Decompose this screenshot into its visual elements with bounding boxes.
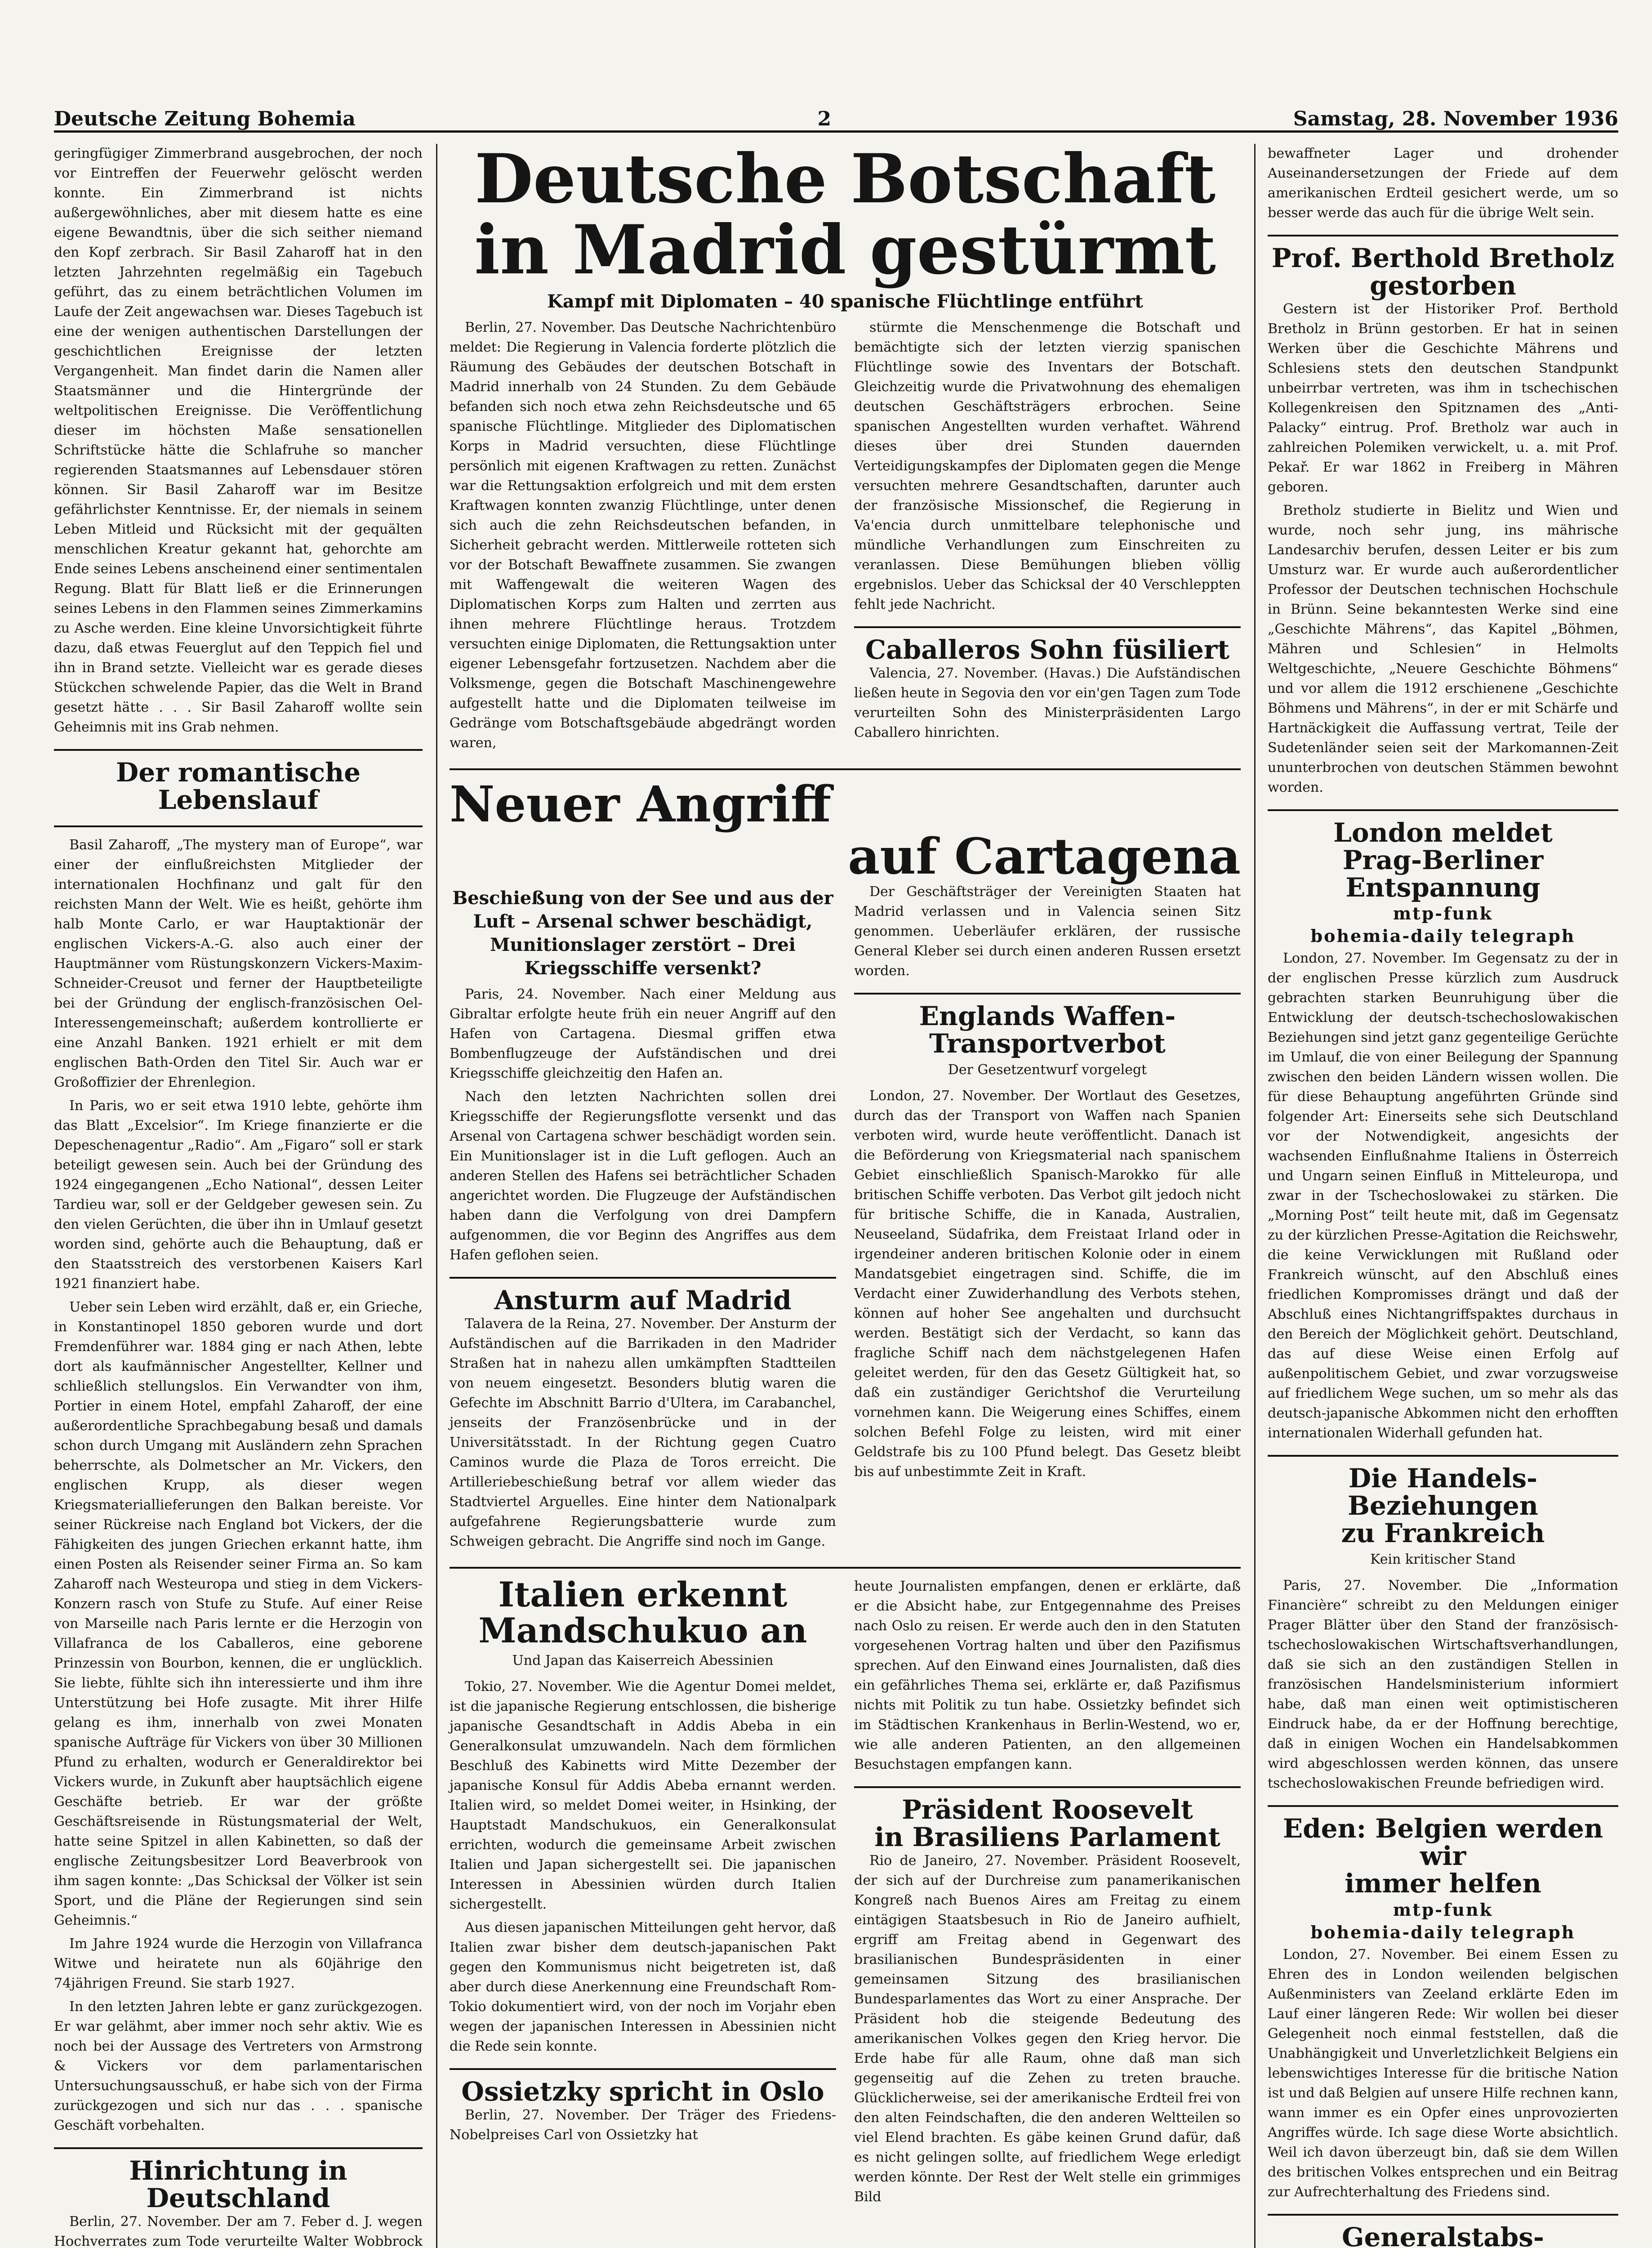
roosevelt-headline-line-2: in Brasiliens Parlament xyxy=(874,1821,1220,1852)
article-paragraph: Gestern ist der Historiker Prof. Berthold Bretholz in Brünn gestorben. Er hat in seinen Werken über die Geschichte Mährens und Schlesiens stets den deutschen Standpunkt unbeirrbar vertreten, was ihm in tschechischen Kollegenkreisen den Spitznamen des „Anti-Palacky“ eintrug. Prof. Bretholz war auch in zahlreichen Polemiken verwickelt, u. a. mit Prof. Pekař. Er war 1862 in Freiberg in Mähren geboren. xyxy=(1268,301,1618,495)
lead-subheadline: Kampf mit Diplomaten – 40 spanische Flüchtlinge entführt xyxy=(547,291,1143,312)
center-columns xyxy=(450,139,1241,2211)
article-paragraph: In den letzten Jahren lebte er ganz zurückgezogen. Er war gelähmt, aber immer noch sehr aktiv. Wie es noch bei der Aussage des Vertreters von Armstrong & Vickers vor dem parlamentarischen Untersuchungsausschuß, er habe sich von der Firma zurückgezogen und sich nur das . . . spanische Geschäft vorbehalten. xyxy=(54,1998,423,2133)
column-4 xyxy=(1268,144,1618,2248)
headline-handels-line-1: Die Handels-Beziehungen xyxy=(1348,1463,1538,1521)
article-paragraph: Talavera de la Reina, 27. November. Der Ansturm der Aufständischen auf die Barrikaden in den Madrider Straßen hat in nahezu allen umkämpften Stadtteilen von neuem eingesetzt. Besonders blutig waren die Gefechte im Abschnitt Barrio d'Ultera, im Carabanchel, jenseits der Französenbrücke und in der Universitätsstadt. In der Richtung gegen Cuatro Caminos wurde die Plaza de Toros erreicht. Die Artilleriebeschießung betraf vor allem wieder das Stadtviertel Arguelles. Eine hinter dem Nationalpark aufgefahrene Regierungsbatterie wurde zum Schweigen gebracht. Die Angriffe sind noch im Gange. xyxy=(450,1316,836,1549)
article-paragraph: Bretholz studierte in Bielitz und Wien und wurde, noch sehr jung, ins mährische Landesarchiv berufen, dessen Leiter er bis zum Umsturz war. Er wurde auch außerordentlicher Professor der Deutschen technischen Hochschule in Brünn. Seine bekanntesten Werke sind eine „Geschichte Mährens“, das Kapitel „Böhmen, Mähren und Schlesien“ in Helmolts Weltgeschichte, „Neuere Geschichte Böhmens“ und vor allem die 1912 erschienene „Geschichte Böhmens und Mährens“, in der er mit Schärfe und Hartnäckigkeit die Auffassung vertrat, Teile der Sudetenländer seien seit der Markomannen-Zeit ununterbrochen von deutschen Stämmen bewohnt worden. xyxy=(1268,502,1618,795)
england-kicker: Der Gesetzentwurf vorgelegt xyxy=(948,1062,1147,1078)
divider xyxy=(450,2068,836,2070)
article-paragraph: Berlin, 27. November. Der Träger des Friedens-Nobelpreises Carl von Ossietzky hat xyxy=(450,2107,836,2143)
divider xyxy=(854,626,1241,628)
article-paragraph: Ueber sein Leben wird erzählt, daß er, ein Grieche, in Konstantinopel 1850 geboren wurde und dort Fremdenführer war. 1884 ging er nach Athen, lebte dort als kaufmännischer Angestellter, Kellner und schließlich stellungslos. Ein Verwandter von ihm, Portier in einem Hotel, empfahl Zaharoff, der eine außerordentliche Sprachbegabung besaß und damals schon durch Umgang mit Ausländern zehn Sprachen beherrschte, als Dolmetscher an Mr. Vickers, den englischen Krupp, als dieser wegen Kriegsmateriallieferungen den Balkan bereiste. Vor seiner Rückreise nach England bot Vickers, der die Fähigkeiten des jungen Griechen erkannt hatte, ihm einen Posten als Reisender seiner Firma an. So kam Zaharoff nach Westeuropa und stieg in dem Vickers-Konzern rasch von Stufe zu Stufe. Auf einer Reise von Marseille nach Paris lernte er die Herzogin von Villafranca de los Caballeros, eine geborene Prinzessin von Bourbon, kennen, die er unglücklich. Sie liebte, fühlte sich ihn interessierte und ihm ihre Unterstützung bei Hofe zusagte. Mit ihrer Hilfe gelang es ihm, innerhalb von zwei Monaten spanische Aufträge für Vickers von über 30 Millionen Pfund zu erhalten, wodurch er Generaldirektor bei Vickers wurde, in Zukunft aber hauptsächlich eigene Geschäfte betrieb. Er war der größte Geschäftsreisende in Rüstungsmaterial der Welt, hatte seine Spitzel in allen Kabinetten, so daß der englische Zeitungsbesitzer Lord Beaverbrook von ihm sagen konnte: „Das Schicksal der Völker ist sein Sport, und die Pläne der Regierungen sind sein Geheimnis.“ xyxy=(54,1299,423,1928)
article-paragraph: stürmte die Menschenmenge die Botschaft und bemächtigte sich der letzten vierzig spanischen Flüchtlinge sowie des Inventars der Botschaft. Gleichzeitig wurde die Privatwohnung des ehemaligen deutschen Geschäftsträgers erbrochen. Seine spanischen Angestellten wurden verhaftet. Während dieses über drei Stunden dauernden Verteidigungskampfes der Diplomaten gegen die Menge versuchten mehrere Gesandtschaften, darunter auch der französische Missionschef, die Regierung in Va'encia durch unmittelbare telephonische und mündliche Verhandlungen zum Einschreiten zu veranlassen. Diese Bemühungen blieben völlig ergebnislos. Ueber das Schicksal der 40 Verschleppten fehlt jede Nachricht. xyxy=(854,320,1241,612)
divider xyxy=(1268,1805,1618,1807)
article-paragraph: London, 27. November. Der Wortlaut des Gesetzes, durch das der Transport von Waffen nach Spanien verboten wird, wurde heute veröffentlicht. Danach ist die Beförderung von Kriegsmaterial nach spanischem Gebiet einschließlich Spanisch-Marokko für alle britischen Schiffe verboten. Das Verbot gilt jedoch nicht für britische Schiffe, die in Kanada, Australien, Neuseeland, Südafrika, dem Freistaat Irland oder in irgendeiner anderen britischen Kolonie oder in einem Mandatsgebiet eingetragen sind. Schiffe, die im Verdacht einer Zuwiderhandlung des Verbots stehen, können auf hoher See angehalten und durchsucht werden. Bestätigt sich der Verdacht, so kann das fragliche Schiff nach dem nächstgelegenen Hafen geleitet werden, für den das Gesetz Gültigkeit hat, so daß ein zuständiger Gerichtshof die Verurteilung vornehmen kann. Die Weigerung eines Schiffes, einem solchen Befehl Folge zu leisten, wird mit einer Geldstrafe bis zu 100 Pfund belegt. Das Gesetz bleibt bis auf unbestimmte Zeit in Kraft. xyxy=(854,1088,1241,1480)
cartagena-headline-line-1: Neuer Angriff xyxy=(450,775,832,833)
divider xyxy=(854,1786,1241,1788)
masthead-date: Samstag, 28. November 1936 xyxy=(1293,107,1618,130)
headline-handels-line-2: zu Frankreich xyxy=(1341,1518,1545,1549)
article-paragraph: Paris, 27. November. Die „Information Financière“ schreibt zu den Meldungen einiger Prager Blätter über den Stand der französisch-tschechoslowakischen Wirtschaftsverhandlungen, daß sie sich an den zuständigen Stellen in französischen Handelsministerium informiert habe, daß man einen weit optimistischeren Eindruck habe, da er der Hoffnung berechtige, daß in einigen Wochen ein Handelsabkommen wird abgeschlossen werden können, das unsere tschechoslowakischen Freunde befriedigen wird. xyxy=(1268,1578,1618,1792)
headline-caballeros: Caballeros Sohn füsiliert xyxy=(865,634,1230,665)
article-paragraph: Basil Zaharoff, „The mystery man of Europe“, war einer der einflußreichsten Mitglieder der internationalen Hochfinanz und galt für den reichsten Mann der Welt. Wie es heißt, gehörte ihm halb Monte Carlo, er war Hauptaktionär der englischen Vickers-A.-G. also auch einer der Hauptmänner vom Rüstungskonzern Vickers-Maxim-Schneider-Creusot und ferner der Hauptbeteiligte bei der Gründung der englisch-französischen Oel-Interessengemeinschaft; außerdem kontrollierte er eine Anzahl Banken. 1921 erhielt er mit dem englischen Bath-Orden den Titel Sir. Auch war er Großoffizier der Ehrenlegion. xyxy=(54,837,423,1090)
lead-body xyxy=(450,318,1241,757)
agency-line: bohemia-daily telegraph xyxy=(1310,926,1576,946)
divider xyxy=(54,749,423,751)
headline-lebenslauf: Der romantische Lebenslauf xyxy=(116,757,361,815)
headline-bretholz-line-2: gestorben xyxy=(1370,270,1516,301)
agency-line: mtp-funk xyxy=(1393,1899,1493,1920)
divider xyxy=(54,825,423,827)
divider xyxy=(54,2147,423,2149)
divider xyxy=(1268,235,1618,236)
divider xyxy=(450,768,1241,770)
article-paragraph: Berlin, 27. November. Das Deutsche Nachrichtenbüro meldet: Die Regierung in Valencia forderte plötzlich die Räumung des Gebäudes der deutschen Botschaft in Madrid innerhalb von 24 Stunden. Zu dem Gebäude befanden sich noch etwa zehn Reichsdeutsche und 65 spanische Flüchtlinge. Mitglieder des Diplomatischen Korps in Madrid versuchten, diese Flüchtlinge persönlich mit eigenen Kraftwagen zu retten. Zunächst war die Rettungsaktion erfolgreich und mit dem ersten Kraftwagen konnten zwanzig Flüchtlinge, unter denen sich auch die zehn Reichsdeutschen befanden, in Sicherheit gebracht werden. Mittlerweile rotteten sich vor der Botschaft Bewaffnete zusammen. Sie zwangen mit Waffengewalt die weiteren Wagen des Diplomatischen Korps zum Halten und zerrten aus ihnen mehrere Flüchtlinge heraus. Trotzdem versuchten einige Diplomaten, die Rettungsaktion unter eigener Lebensgefahr fortzusetzen. Nachdem aber die Volksmenge, gegen die Botschaft Maschinengewehre aufgestellt hatte und die Diplomaten teilweise im Gedränge vom Botschaftsgebäude abgedrängt worden waren, xyxy=(450,320,836,751)
masthead-title: Deutsche Zeitung Bohemia xyxy=(54,107,356,130)
article-paragraph: Berlin, 27. November. Der am 7. Feber d. J. wegen Hochverrates zum Tode verurteilte Walter Wobbrock xyxy=(54,2213,423,2248)
divider xyxy=(450,1567,1241,1569)
article-paragraph: Im Jahre 1924 wurde die Herzogin von Villafranca Witwe und heiratete nun als 60jährige den 74jährigen Freund. Sie starb 1927. xyxy=(54,1936,423,1991)
column-1 xyxy=(54,144,423,2248)
italien-kicker: Und Japan das Kaiserreich Abessinien xyxy=(512,1653,774,1669)
divider xyxy=(1268,1455,1618,1457)
headline-general-line-1: Generalstabs- xyxy=(1342,2221,1544,2248)
roosevelt-headline-line-1: Präsident Roosevelt xyxy=(902,1794,1193,1825)
lower-center xyxy=(450,1574,1241,2211)
article-paragraph: Rio de Janeiro, 27. November. Präsident Roosevelt, der sich auf der Durchreise zum panamerikanischen Kongreß nach Buenos Aires am Freitag zu einem eintägigen Staatsbesuch in Rio de Janeiro aufhielt, ergriff am Freitag abend in Gegenwart des brasilianischen Bundespräsidenten in einer gemeinsamen Sitzung des brasilianischen Bundesparlamentes das Wort zu einer Ansprache. Der Präsident hob die steigende Bedeutung des amerikanischen Volkes gegen den Krieg hervor. Die Erde habe für alle Raum, ohne daß man sich gegenseitig auf die Zehen zu treten brauche. Glücklicherweise, sei der amerikanische Erdteil frei von den alten Feindschaften, die den anderen Weltteilen so viel Elend brachten. Es gäbe keinen Grund dafür, daß es nicht gelingen sollte, auf friedlichem Wege erledigt werden könnte. Der Rest der Welt stelle ein grimmiges Bild xyxy=(854,1852,1241,2205)
masthead xyxy=(54,94,1618,133)
page-number: 2 xyxy=(817,107,832,130)
italien-headline-line-1: Italien erkennt xyxy=(498,1574,788,1615)
article-paragraph: London, 27. November. Bei einem Essen zu Ehren des in London weilenden belgischen Außenministers van Zeeland erklärte Eden im Lauf einer längeren Rede: Wir wollen bei dieser Gelegenheit noch einmal feststellen, daß die Unabhängigkeit und Unverletzlichkeit Belgiens ein lebenswichtiges Interesse für die britische Nation ist und daß Belgien auf unsere Hilfe rechnen kann, wann immer es ein Opfer eines unprovozierten Angriffes würde. Ich sage diese Worte absichtlich. Weil ich davon überzeugt bin, daß sie dem Willen des britischen Volkes entsprechen und ein Beitrag zur Aufrechterhaltung des Friedens sind. xyxy=(1268,1946,1618,2200)
agency-line: bohemia-daily telegraph xyxy=(1310,1922,1576,1942)
zaharoff-intro: geringfügiger Zimmerbrand ausgebrochen, der noch vor Eintreffen der Feuerwehr gelöscht werden konnte. Ein Zimmerbrand ist nichts außergewöhnliches, aber mit diesem hatte es eine eigene Bewandtnis, über die sich seither niemand den Kopf zerbrach. Sir Basil Zaharoff hat in den letzten Jahrzehnten regelmäßig ein Tagebuch geführt, das zu einem beträchtlichen Volumen im Laufe der Zeit angewachsen war. Dieses Tagebuch ist eine der wenigen authentischen Darstellungen der geschichtlichen Ereignisse der letzten Vergangenheit. Man findet darin die Namen aller Staatsmänner und die Hintergründe der weltpolitischen Ereignisse. Die Veröffentlichung dieser im höchsten Maße sensationellen Schriftstücke hätte die Schlafruhe so mancher regierenden Staatsmannes auf Lebensdauer stören können. Sir Basil Zaharoff war im Besitze gefährlichster Kenntnisse. Er, der niemals in seinem Leben Mitleid und Rücksicht mit der gequälten menschlichen Kreatur gekannt hat, gehorchte am Ende seines Lebens anscheinend einer sentimentalen Regung. Blatt für Blatt ließ er die Erinnerungen seines Lebens in den Flammen seines Zimmerkamins zu Asche werden. Eine kleine Unvorsichtigkeit führte dazu, daß etwas Feuerglut auf den Teppich fiel und ihn in Brand setzte. Vielleicht war es gerade dieses Stückchen schwelende Papier, das die Welt in Brand gesetzt hätte . . . Sir Basil Zaharoff wollte sein Geheimnis mit ins Grab nehmen. xyxy=(54,146,423,735)
divider xyxy=(854,993,1241,995)
article-paragraph: Valencia, 27. November. (Havas.) Die Aufständischen ließen heute in Segovia den vor ein'gen Tagen zum Tode verurteilten Sohn des Ministerpräsidenten Largo Caballero hinrichten. xyxy=(854,665,1241,740)
column-divider xyxy=(436,144,437,2248)
headline-eden-line-1: Eden: Belgien werden wir xyxy=(1282,1813,1603,1872)
headline-london-line-1: London meldet xyxy=(1333,817,1553,848)
handels-kicker: Kein kritischer Stand xyxy=(1370,1552,1516,1568)
cartagena-body xyxy=(450,882,1241,1555)
article-paragraph: bewaffneter Lager und drohender Auseinandersetzungen der Friede auf dem amerikanischen Erdteil gesichert werde, um so besser werde das auch für die übrige Welt sein. xyxy=(1268,146,1618,221)
cartagena-subheadline: Beschießung von der See und aus der Luft – Arsenal schwer beschädigt, Munitionslager zerstört – Drei Kriegsschiffe versenkt? xyxy=(452,888,833,979)
lead-headline-line-1: Deutsche Botschaft xyxy=(474,139,1216,219)
cartagena-headline-line-2: auf Cartagena xyxy=(848,827,1241,885)
article-paragraph: Tokio, 27. November. Wie die Agentur Domei meldet, ist die japanische Regierung entschlossen, die bisherige japanische Gesandtschaft in Addis Abeba in ein Generalkonsulat umzuwandeln. Nach dem förmlichen Beschluß des Kabinetts wird Mitte Dezember der japanische Konsul für Addis Abeba ernannt werden. Italien wird, so meldet Domei weiter, in Hsinking, der Hauptstadt Mandschukuos, ein Generalkonsulat errichten, wodurch die gemeinsame Arbeit zwischen Italien und Japan sichergestellt sei. Die japanischen Interessen in Abessinien würden durch Italien sichergestellt. xyxy=(450,1679,836,1913)
article-paragraph: Aus diesen japanischen Mitteilungen geht hervor, daß Italien zwar bisher dem deutsch-japanischen Pakt gegen den Kommunismus nicht beigetreten ist, daß aber durch diese Anerkennung eine Freundschaft Rom-Tokio dokumentiert wird, von der noch im Vorjahr eben wegen der japanischen Interessen in Abessinien nicht die Rede sein konnte. xyxy=(450,1920,836,2055)
article-paragraph: Der Geschäftsträger der Vereinigten Staaten hat Madrid verlassen und in Valencia seinen Sitz genommen. Ueberläufer erklären, der russische General Kleber sei durch einen anderen Russen ersetzt worden. xyxy=(854,884,1241,979)
article-paragraph: heute Journalisten empfangen, denen er erklärte, daß er die Absicht habe, zur Entgegennahme des Preises nach Oslo zu reisen. Er werde auch den in den Statuten vorgesehenen Vortrag halten und über den Pazifismus sprechen. Auf den Einwand eines Journalisten, daß dies ein gefährliches Thema sei, erklärte er, daß Pazifismus nichts mit Politik zu tun habe. Ossietzky befindet sich im Städtischen Krankenhaus in Berlin-Westend, wo er, wie alle anderen Patienten, an den allgemeinen Besuchstagen empfangen kann. xyxy=(854,1578,1241,1772)
headline-eden-line-2: immer helfen xyxy=(1345,1868,1541,1899)
divider xyxy=(1268,809,1618,811)
italien-headline-line-2: Mandschukuo an xyxy=(478,1610,807,1650)
article-paragraph: Nach den letzten Nachrichten sollen drei Kriegsschiffe der Regierungsflotte versenkt und das Arsenal von Cartagena schwer beschädigt worden sein. Ein Munitionslager ist in die Luft geflogen. Auch an anderen Stellen des Hafens sei beträchtlicher Schaden angerichtet worden. Die Flugzeuge der Aufständischen haben dann die Verfolgung von drei Dampfern aufgenommen, die vor Beginn des Angriffes aus dem Hafen geflohen seien. xyxy=(450,1089,836,1263)
headline-england: Englands Waffen-Transportverbot xyxy=(919,1001,1176,1059)
headline-bretholz-line-1: Prof. Berthold Bretholz xyxy=(1271,243,1615,273)
lead-headline-line-2: in Madrid gestürmt xyxy=(474,210,1216,290)
article-paragraph: In Paris, wo er seit etwa 1910 lebte, gehörte ihm das Blatt „Excelsior“. Im Kriege finanzierte er die Depeschenagentur „Radio“. Am „Figaro“ soll er stark beteiligt gewesen sein. Auch bei der Gründung des 1924 eingegangenen „Echo National“, dessen Leiter Tardieu war, soll er der Geldgeber gewesen sein. Zu den vielen Gerüchten, die über ihn in Umlauf gesetzt worden sind, gehörte auch die Behauptung, daß er den Staatsstreich des verstorbenen Kaisers Karl 1921 finanziert habe. xyxy=(54,1097,423,1292)
divider xyxy=(450,1277,836,1279)
divider xyxy=(1268,2214,1618,2216)
headline-london-line-2: Prag-Berliner Entspannung xyxy=(1342,844,1544,903)
headline-ansturm: Ansturm auf Madrid xyxy=(494,1285,792,1316)
article-paragraph: London, 27. November. Im Gegensatz zu der in der englischen Presse kürzlich zum Ausdruck gebrachten starken Beunruhigung über die Entwicklung der deutsch-tschechoslowakischen Beziehungen sind jetzt ganz gegenteilige Gerüchte im Umlauf, die von einer Beilegung der Spannung zwischen den beiden Ländern wissen wollen. Die für diese Behauptung angeführten Gründe sind folgender Art: Einerseits sehe sich Deutschland vor der Notwendigkeit, angesichts der wachsenden Einflußnahme Italiens in Österreich und Ungarn seinen Einfluß in Mitteleuropa, und zwar in der Tschechoslowakei zu stärken. Die „Morning Post“ teilt heute mit, daß im Gegensatz zu der kürzlichen Presse-Agitation die Reichswehr, die keine Verwicklungen mit Rußland oder Frankreich wünscht, auf den Abschluß eines friedlichen Kompromisses drängt und daß der Abschluß eines Nichtangriffspaktes durchaus in den Bereich der Möglichkeit gehört. Deutschland, das auf diese Weise einen Erfolg auf außenpolitischem Gebiet, und zwar vorzugsweise auf friedlichem Wege suchen, um so mehr als das deutsch-japanische Abkommen nicht den erhofften internationalen Widerhall gefunden hat. xyxy=(1268,950,1618,1441)
agency-line: mtp-funk xyxy=(1393,903,1493,924)
newspaper-page xyxy=(54,94,1618,2248)
article-paragraph: Paris, 24. November. Nach einer Meldung aus Gibraltar erfolgte heute früh ein neuer Angriff auf den Hafen von Cartagena. Diesmal griffen etwa Bombenflugzeuge der Aufständischen und drei Kriegsschiffe gleichzeitig den Hafen an. xyxy=(450,986,836,1081)
headline-ossietzky: Ossietzky spricht in Oslo xyxy=(461,2076,824,2107)
headline-hinrichtung: Hinrichtung in Deutschland xyxy=(129,2155,347,2213)
column-divider xyxy=(1254,144,1256,2248)
